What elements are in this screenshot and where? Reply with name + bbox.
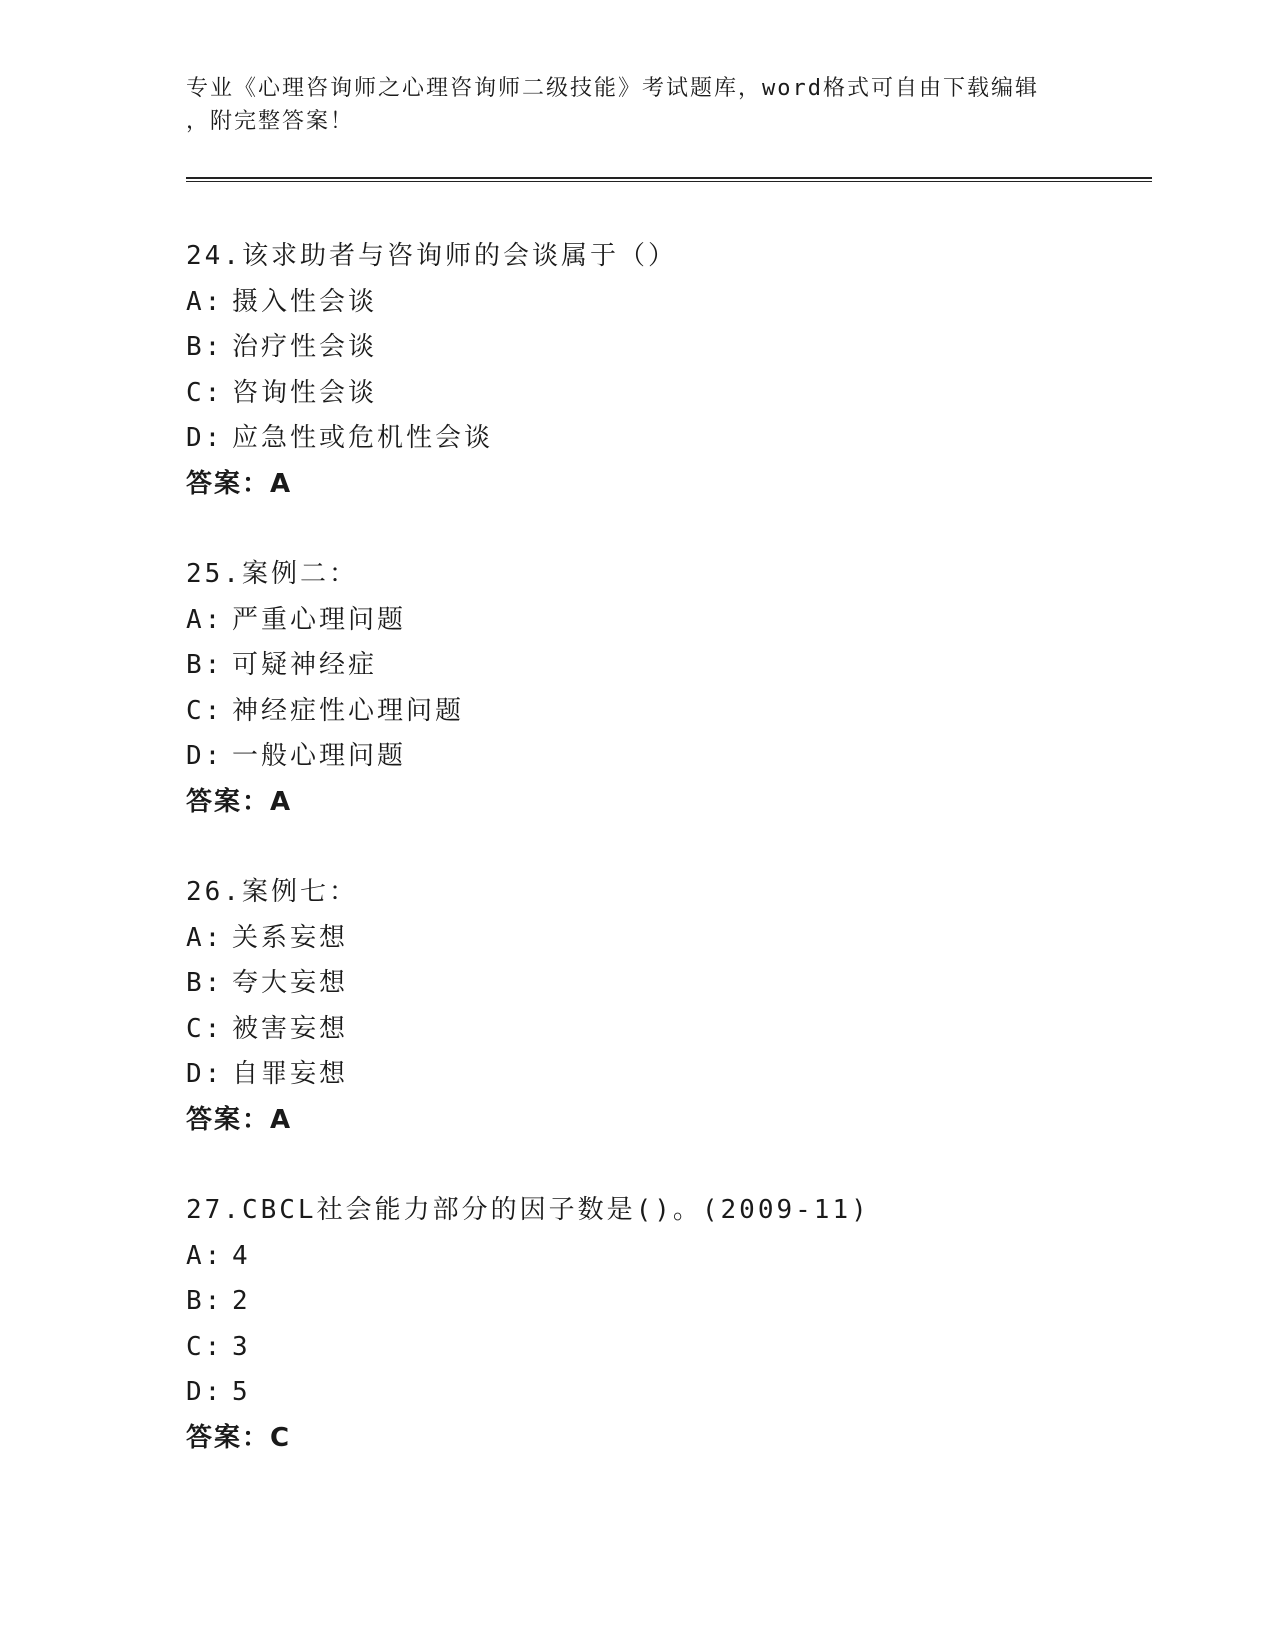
option-label: B:	[186, 332, 224, 362]
option-a	[186, 280, 1146, 326]
answer-value: A	[270, 1104, 293, 1135]
option-text: 3	[232, 1331, 251, 1362]
answer-label: 答案：	[186, 786, 271, 817]
option-a	[186, 1234, 1146, 1280]
option-c	[186, 1325, 1146, 1371]
option-label: B:	[186, 968, 224, 998]
option-label: D:	[186, 1059, 224, 1089]
option-label: B:	[186, 1286, 224, 1316]
answer-label: 答案：	[186, 1422, 271, 1453]
option-label: C:	[186, 377, 224, 408]
option-label: D:	[186, 1377, 224, 1407]
option-label: D:	[186, 423, 224, 453]
option-b	[186, 325, 1146, 371]
option-d	[186, 416, 1146, 462]
question-26	[186, 870, 1146, 1188]
option-text: 严重心理问题	[232, 604, 407, 635]
option-d	[186, 1370, 1146, 1416]
option-c	[186, 1007, 1146, 1053]
option-label: D:	[186, 741, 224, 771]
question-27	[186, 1188, 1146, 1506]
option-text: 神经症性心理问题	[232, 695, 465, 726]
option-label: A:	[186, 922, 224, 953]
question-25	[186, 552, 1146, 870]
question-stem: 25.案例二：	[186, 559, 358, 589]
option-text: 5	[232, 1377, 251, 1407]
answer-line	[186, 462, 1146, 508]
question-stem: 26.案例七：	[186, 877, 358, 907]
option-label: B:	[186, 650, 224, 680]
option-text: 被害妄想	[232, 1013, 349, 1044]
answer-line	[186, 1416, 1146, 1462]
question-stem: 27.CBCL社会能力部分的因子数是()。(2009-11)	[186, 1195, 870, 1225]
answer-line	[186, 1098, 1146, 1144]
header-line-2: ，附完整答案！	[186, 109, 355, 134]
option-label: A:	[186, 286, 224, 317]
answer-line	[186, 780, 1146, 826]
option-label: C:	[186, 695, 224, 726]
option-a	[186, 598, 1146, 644]
answer-value: A	[270, 786, 293, 817]
option-b	[186, 1279, 1146, 1325]
option-text: 应急性或危机性会谈	[232, 423, 494, 453]
option-text: 关系妄想	[232, 922, 349, 953]
question-stem: 24.该求助者与咨询师的会谈属于（）	[186, 241, 677, 271]
answer-value: C	[270, 1422, 292, 1453]
option-text: 4	[232, 1240, 251, 1271]
option-text: 夸大妄想	[232, 968, 349, 998]
answer-label: 答案：	[186, 468, 271, 499]
option-text: 咨询性会谈	[232, 377, 378, 408]
option-text: 治疗性会谈	[232, 332, 378, 362]
option-c	[186, 371, 1146, 417]
option-text: 一般心理问题	[232, 741, 407, 771]
option-text: 自罪妄想	[232, 1059, 349, 1089]
option-label: C:	[186, 1013, 224, 1044]
question-24	[186, 234, 1146, 552]
answer-label: 答案：	[186, 1104, 271, 1135]
option-a	[186, 916, 1146, 962]
option-label: A:	[186, 1240, 224, 1271]
document-header	[186, 72, 1086, 138]
header-divider	[186, 177, 1152, 182]
option-label: C:	[186, 1331, 224, 1362]
option-text: 2	[232, 1286, 251, 1316]
option-text: 可疑神经症	[232, 650, 378, 680]
question-list	[186, 234, 1146, 1506]
option-text: 摄入性会谈	[232, 286, 378, 317]
answer-value: A	[270, 468, 293, 499]
option-d	[186, 734, 1146, 780]
header-line-1: 专业《心理咨询师之心理咨询师二级技能》考试题库，word格式可自由下载编辑	[186, 76, 1039, 101]
option-b	[186, 643, 1146, 689]
option-b	[186, 961, 1146, 1007]
option-d	[186, 1052, 1146, 1098]
option-c	[186, 689, 1146, 735]
option-label: A:	[186, 604, 224, 635]
